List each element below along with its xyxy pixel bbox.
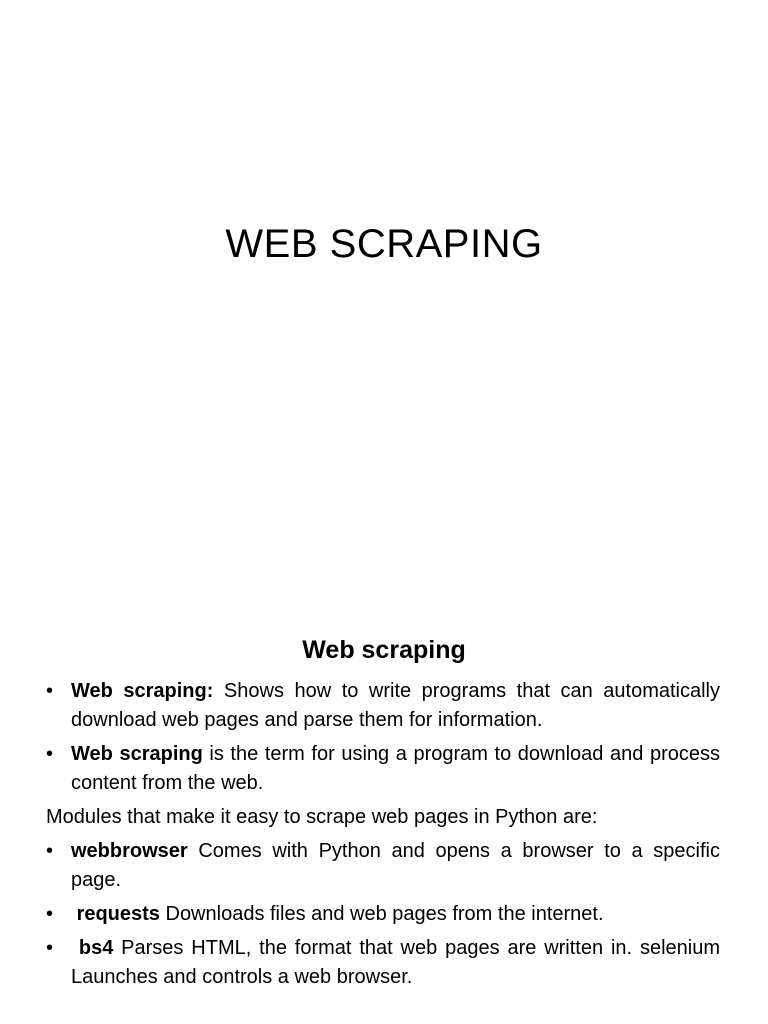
list-item bbox=[46, 677, 720, 735]
slide-body bbox=[46, 677, 720, 997]
module-description: Downloads files and web pages from the internet. bbox=[159, 903, 604, 925]
module-name: requests bbox=[76, 903, 160, 925]
bullet-icon: • bbox=[46, 840, 54, 862]
list-item bbox=[46, 740, 720, 798]
module-name: bs4 bbox=[78, 937, 114, 959]
module-name: webbrowser bbox=[71, 840, 188, 862]
module-description: Comes with Python and opens a browser to a specific page. bbox=[71, 840, 720, 891]
list-item bbox=[46, 837, 720, 895]
slide-title: WEB SCRAPING bbox=[225, 222, 543, 266]
bullet-icon: • bbox=[46, 937, 54, 959]
list-item bbox=[46, 934, 720, 992]
module-description: Parses HTML, the format that web pages are written in. selenium Launches and controls a web browser. bbox=[71, 937, 720, 988]
bullet-icon: • bbox=[46, 680, 54, 702]
list-item bbox=[46, 900, 720, 929]
bullet-icon: • bbox=[46, 743, 54, 765]
slide-heading: Web scraping bbox=[302, 636, 466, 664]
term-description: Shows how to write programs that can automatically download web pages and parse them for information. bbox=[71, 680, 721, 731]
term-description: is the term for using a program to download and process content from the web. bbox=[71, 743, 720, 794]
bullet-icon: • bbox=[46, 903, 54, 925]
term-label: Web scraping: bbox=[71, 680, 214, 702]
modules-intro: Modules that make it easy to scrape web pages in Python are: bbox=[46, 806, 598, 828]
term-label: Web scraping bbox=[71, 743, 203, 765]
